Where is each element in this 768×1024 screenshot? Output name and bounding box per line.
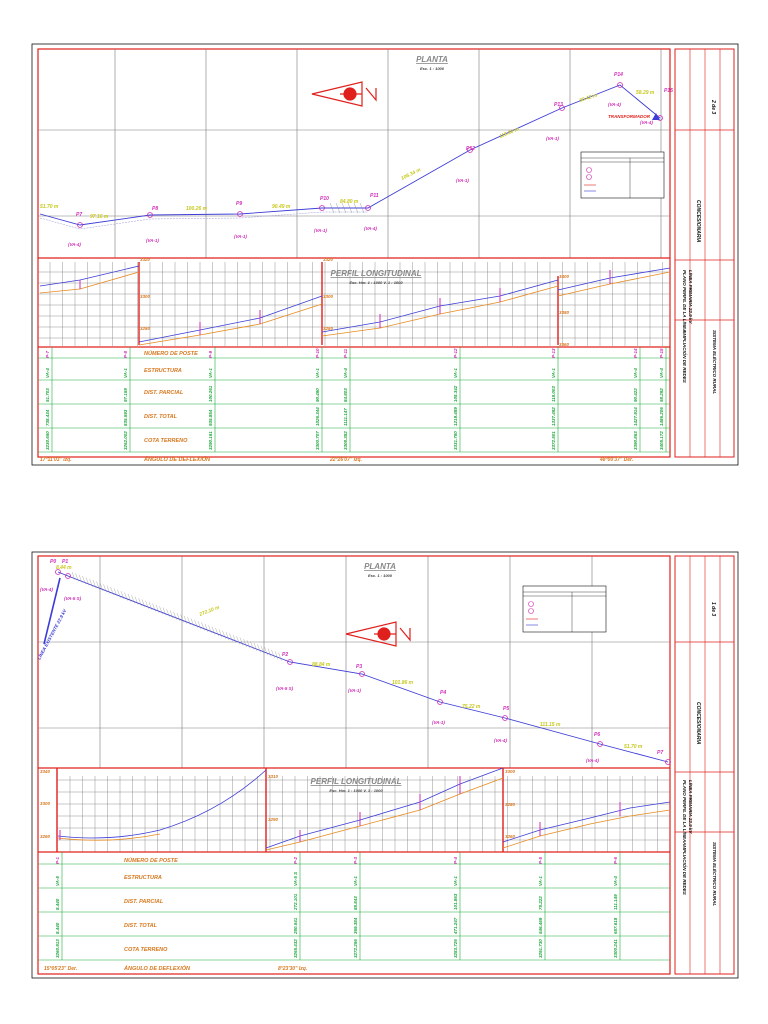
table-cell-estr: VA-1 [453,876,458,886]
sheet-number: 1 de 3 [710,602,716,617]
struct-labels-sheet1 [68,102,653,247]
table-cell-cota: 3300.241 [613,939,618,958]
row-label-estructura: ESTRUCTURA [144,368,182,374]
row-label-poste: NÚMERO DE POSTE [124,858,178,864]
perfil-scale: Esc. Hor. 1 : 1000 V. 1 : 1000 [349,280,403,285]
span-label: 75.22 m [462,704,481,710]
table-cell-parcial: 118.003 [551,386,556,402]
table-values-sheet1 [45,348,664,450]
table-cell-parcial: 8.440 [55,898,60,910]
elevation-label: 3300 [323,294,334,299]
perfil-title: PERFIL LONGITUDINAL [330,269,422,278]
table-col-lines-sheet1 [52,347,666,452]
pole-ticks-sheet1 [80,270,610,335]
table-cell-poste: P-14 [633,348,638,358]
table-cell-total: 8.440 [55,922,60,934]
struct-label: (VA-1) [234,234,247,239]
elevation-label: 3360 [559,342,570,347]
perfil-title: PERFIL LONGITUDINAL [310,777,402,786]
elevation-label: 3380 [559,310,570,315]
elevation-label: 3260 [40,834,51,839]
pole-label: P3 [356,664,363,670]
span-label: 51.70 m [624,744,643,750]
span-label: 88.84 m [312,662,331,668]
table-cell-estr: VA-1 [353,876,358,886]
planta-grid [38,49,670,258]
table-cell-total: 738.434 [45,409,50,426]
span-labels-sheet1 [40,90,655,220]
pole-label: P9 [236,201,243,207]
struct-label: (VA-4) [608,102,621,107]
table-cell-poste: P-13 [551,348,556,358]
struct-label: (VA-4) [68,242,81,247]
row-label-deflexion: ÁNGULO DE DEFLEXIÓN [144,457,211,463]
table-cell-parcial: 90.490 [315,388,320,402]
pole-label: P8 [152,206,159,212]
span-label: 97.16 m [90,214,109,220]
span-label: 90.42 m [578,92,599,104]
table-cell-cota: 3283.726 [453,939,458,958]
elevation-label: 3310 [268,774,279,779]
table-cell-parcial: 58.292 [659,388,664,402]
span-label: 8.44 m [56,565,72,571]
table-cell-poste: P-3 [353,856,358,864]
elevation-label: 3260 [505,834,516,839]
pole-label: P14 [614,72,623,78]
table-cell-total: 1427.914 [633,407,638,426]
legend-box [581,152,664,198]
struct-label: (VA-4) [40,587,53,592]
planta-scale: Esc. 1 : 1000 [367,573,393,578]
table-cell-poste: P-7 [45,350,50,358]
table-cell-total: 1337.492 [551,407,556,426]
struct-label: (VA-1) [348,688,361,693]
table-cell-poste: P-4 [453,856,458,864]
table-cell-cota: 3230.650 [45,431,50,450]
company-name: CONCESIONARIA [695,702,701,745]
span-label: 51.70 m [40,204,59,210]
row-labels-sheet2 [123,857,191,972]
pole-label: P11 [370,193,379,199]
table-cell-cota: 3290.161 [208,431,213,450]
table-cell-parcial: 97.159 [123,388,128,402]
table-cell-total: 471.247 [453,917,458,934]
table-cell-poste: P-5 [538,856,543,864]
table-values-sheet2 [55,857,618,959]
span-label: 111.15 m [540,722,561,728]
table-cell-cota: 3272.256 [353,939,358,958]
table-cell-poste: P-1 [55,856,60,864]
data-table-sheet1 [38,358,670,452]
struct-labels-sheet2 [40,587,599,763]
deflection-label: 48°00'37" Der. [600,457,634,463]
pole-label: P15 [664,88,673,94]
table-cell-total: 657.618 [613,917,618,934]
table-cell-total: 935.854 [208,409,213,426]
table-cell-cota: 3372.501 [551,431,556,450]
pole-label: P12 [466,146,475,152]
project-sub: SISTEMA ELÉCTRICO RURAL [712,842,717,907]
span-label: 58.29 m [636,90,655,96]
elevation-label: 3290 [268,817,279,822]
legend-box [523,586,606,632]
table-cell-estr: VA-4 [45,368,50,378]
pole-label: P0 [50,559,57,565]
row-label-deflexion: ÁNGULO DE DEFLEXIÓN [124,966,191,972]
table-cell-total: 835.593 [123,409,128,426]
span-label: 118.00 m [498,126,521,140]
table-cell-total: 280.541 [293,917,298,934]
table-cell-total: 1026.344 [315,407,320,426]
table-cell-total: 1219.489 [453,407,458,426]
table-cell-poste: P-9 [208,350,213,358]
deflection-labels-sheet1 [40,457,633,463]
struct-label: (VA-4) [640,120,653,125]
title-block [675,49,734,457]
elevation-label: 3320 [323,257,334,262]
table-cell-estr: VA-4 [613,876,618,886]
table-cell-parcial: 111.149 [613,894,618,910]
pole-label: P6 [594,732,601,738]
table-cell-parcial: 100.261 [208,385,213,402]
table-cell-estr: VA-1 [551,368,556,378]
table-cell-parcial: 90.422 [633,388,638,402]
table-cell-poste: P-2 [293,856,298,864]
span-label: 90.49 m [272,204,291,210]
table-cell-cota: 3260.913 [55,939,60,958]
table-cell-estr: VA-1 [123,368,128,378]
struct-label: (VA-1) [546,136,559,141]
pole-label: P13 [554,102,563,108]
table-cell-parcial: 88.843 [353,896,358,910]
table-cell-parcial: 51.703 [45,388,50,402]
elevation-label: 3340 [40,769,51,774]
table-cell-cota: 3308.382 [343,431,348,450]
span-label: 272.10 m [198,604,221,618]
elevation-label: 3280 [323,326,334,331]
struct-label: (VA-5 S) [64,596,82,601]
table-col-lines-sheet2 [62,852,620,960]
table-cell-cota: 3291.730 [538,939,543,958]
elevation-label: 3280 [140,326,151,331]
row-label-total: DIST. TOTAL [124,923,157,929]
table-cell-estr: VA-1 [453,368,458,378]
elevation-label: 3300 [140,294,151,299]
pole-markers-sheet1 [78,83,663,228]
struct-label: (VA-1) [314,228,327,233]
table-cell-cota: 3390.863 [633,431,638,450]
table-cell-parcial: 75.222 [538,896,543,910]
planta-title: PLANTA [364,562,396,571]
drawing-sheet-2 [0,512,768,1024]
table-cell-poste: P-15 [659,348,664,358]
sheet-2-svg [0,512,768,1024]
table-cell-cota: 3405.172 [659,431,664,450]
table-cell-total: 1486.206 [659,407,664,426]
span-label: 100.26 m [186,206,208,212]
title-block [675,556,734,974]
pole-label: P7 [76,212,83,218]
struct-label: (VA-5 S) [276,686,294,691]
table-cell-cota: 3265.432 [293,939,298,958]
table-cell-estr: VA-4 [659,368,664,378]
struct-label: (VA-4) [494,738,507,743]
pole-label: P2 [282,652,289,658]
pole-label: P5 [503,706,510,712]
struct-label: (VA-1) [432,720,445,725]
table-cell-total: 546.469 [538,917,543,934]
terrain-hatch [72,572,282,661]
struct-label: (VA-1) [146,238,159,243]
table-cell-parcial: 108.342 [453,385,458,402]
table-cell-estr: VA-1 [208,368,213,378]
table-cell-poste: P-12 [453,348,458,358]
row-label-estructura: ESTRUCTURA [124,875,162,881]
struct-label: (VA-1) [456,178,469,183]
table-cell-parcial: 101.863 [453,893,458,910]
table-cell-estr: VA-5 [55,876,60,886]
perfil-scale: Esc. Hor. 1 : 1000 V. 1 : 1000 [329,788,383,793]
elevation-label: 3320 [140,257,151,262]
planta-scale: Esc. 1 : 1000 [419,66,445,71]
table-cell-poste: P-6 [613,856,618,864]
deflection-label: 17°11'03" Izq. [40,457,72,463]
project-name: AMPLIACIÓN DE REDES [682,842,687,895]
struct-label: (VA-4) [586,758,599,763]
deflection-label: 15°05'23" Der. [44,966,78,972]
elevation-label: 3300 [505,769,516,774]
span-label: 84.80 m [340,199,359,205]
table-cell-total: 369.384 [353,917,358,934]
pole-label: P1 [62,559,69,565]
table-cell-parcial: 272.101 [293,893,298,910]
row-label-parcial: DIST. PARCIAL [124,899,164,905]
table-cell-poste: P-10 [315,348,320,358]
span-label: 108.34 m [400,167,422,182]
table-cell-cota: 3300.707 [315,431,320,450]
table-cell-cota: 3331.780 [453,431,458,450]
title-line-1: PLANO PERFIL DE LA LÍNEA [682,270,687,333]
table-cell-estr: VA-4 [343,368,348,378]
north-arrow-icon [346,622,410,646]
elevation-label: 3280 [505,802,516,807]
row-label-total: DIST. TOTAL [144,414,177,420]
project-sub: SISTEMA ELÉCTRICO RURAL [712,330,717,395]
project-name: AMPLIACIÓN DE REDES [682,330,687,383]
deflection-label: 22°26'07" Izq. [330,457,362,463]
sheet-number: 2 de 3 [710,100,716,115]
elevation-label: 3400 [559,274,570,279]
row-label-cota: COTA TERRENO [124,947,168,953]
table-cell-cota: 3262.002 [123,431,128,450]
pole-label: P10 [320,196,329,202]
table-cell-poste: P-11 [343,348,348,358]
table-cell-estr: VA-5 S [293,871,298,886]
existing-line-label: LÍNEA EXISTENTE 22.9 kV [36,608,68,661]
row-label-cota: COTA TERRENO [144,438,188,444]
drawing-border [38,49,670,457]
elevation-label: 3300 [40,801,51,806]
span-label: 101.86 m [392,680,414,686]
route-line-sheet1 [40,85,660,229]
north-arrow-icon [312,82,376,106]
row-labels-sheet1 [143,350,211,463]
title-line-1: PLANO PERFIL DE LA LÍNEA [682,780,687,843]
pole-label: P7 [657,750,664,756]
pole-label: P4 [440,690,447,696]
row-label-poste: NÚMERO DE POSTE [144,351,198,357]
table-cell-estr: VA-1 [315,368,320,378]
company-name: CONCESIONARIA [695,200,701,243]
planta-title: PLANTA [416,55,448,64]
struct-label: (VA-4) [364,226,377,231]
table-cell-estr: VA-1 [538,876,543,886]
table-cell-total: 1111.147 [343,408,348,426]
title-line-2: LÍNEA PRIMARIA 22.9 kV [688,270,693,324]
transformer-label: TRANSFORMADOR [608,114,650,119]
outer-frame [32,552,738,978]
table-cell-parcial: 84.803 [343,388,348,402]
row-label-parcial: DIST. PARCIAL [144,390,184,396]
table-cell-estr: VA-4 [633,368,638,378]
title-line-2: LÍNEA PRIMARIA 22.9 kV [688,780,693,834]
deflection-label: 8°23'30" Izq. [278,966,308,972]
table-cell-poste: P-8 [123,350,128,358]
